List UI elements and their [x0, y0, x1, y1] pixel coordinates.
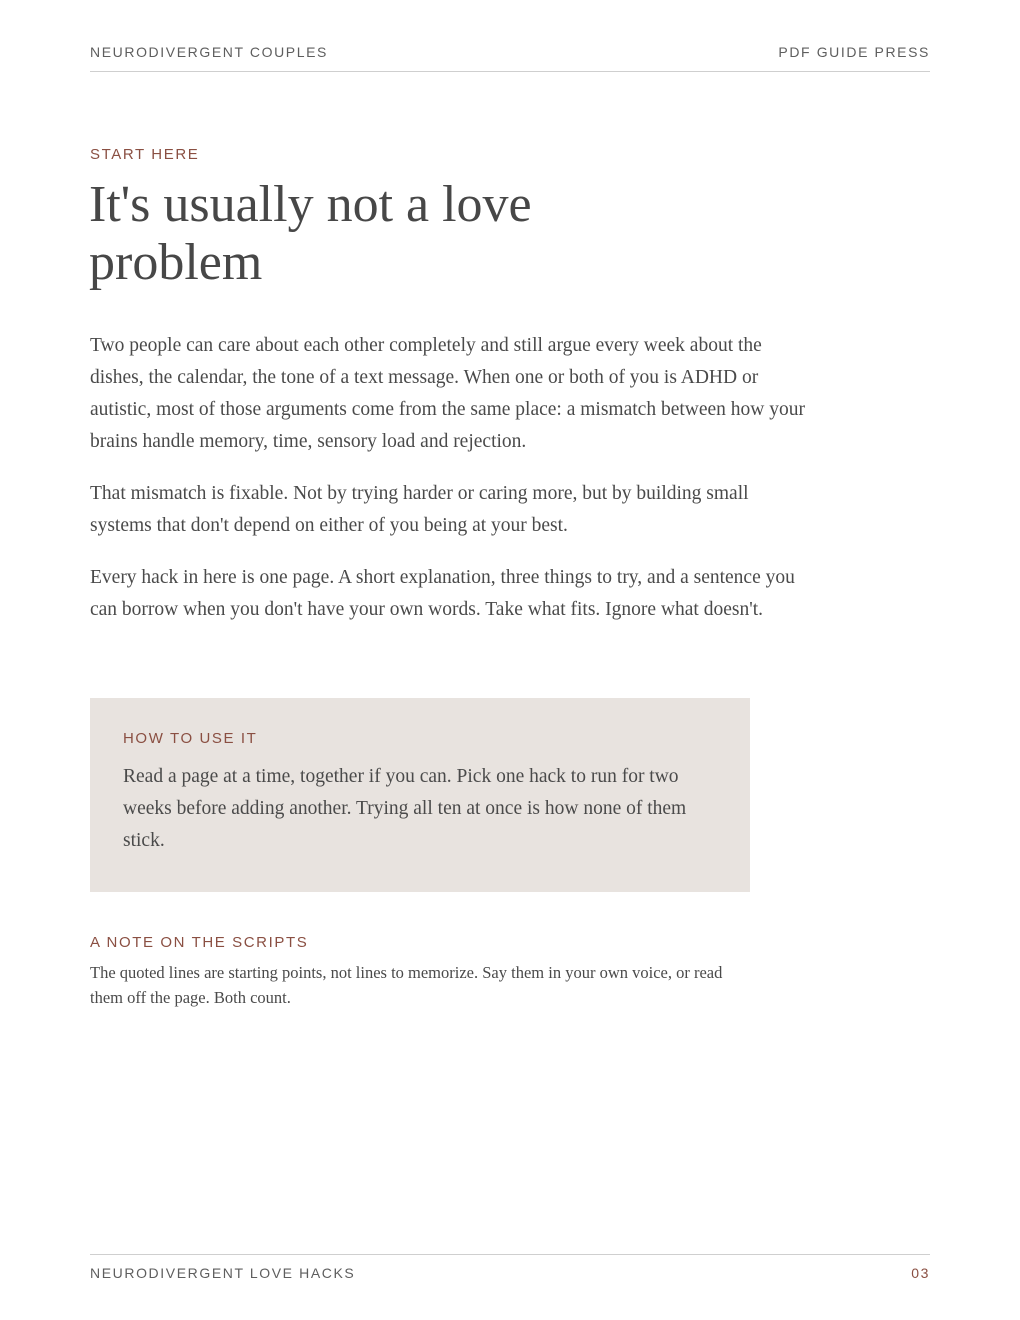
note-text: The quoted lines are starting points, not lines to memorize. Say them in your own voice, or read them off the page. Both count.	[90, 963, 723, 1007]
footer-book-title: NEURODIVERGENT LOVE HACKS	[90, 1265, 356, 1281]
intro-paragraph: That mismatch is fixable. Not by trying harder or caring more, but by building small systems that don't depend on either of you being at your best.	[90, 483, 749, 536]
page-header	[90, 44, 930, 72]
publisher-name: PDF GUIDE PRESS	[778, 44, 930, 60]
section-eyebrow: START HERE	[90, 146, 200, 163]
callout-text: Read a page at a time, together if you can. Pick one hack to run for two weeks before adding another. Trying all ten at once is how none of them stick.	[123, 766, 687, 851]
callout-heading: HOW TO USE IT	[123, 730, 258, 747]
intro-body	[90, 330, 810, 646]
intro-paragraph: Two people can care about each other completely and still argue every week about the dishes, the calendar, the tone of a text message. When one or both of you is ADHD or autistic, most of those arguments come from the same place: a mismatch between how your brains handle memory, time, sensory load and rejection.	[90, 335, 805, 452]
note-heading: A NOTE ON THE SCRIPTS	[90, 934, 309, 951]
intro-paragraph: Every hack in here is one page. A short explanation, three things to try, and a sentence you can borrow when you don't have your own words. Take what fits. Ignore what doesn't.	[90, 567, 795, 620]
how-to-use-callout	[90, 698, 750, 892]
page-title: It's usually not a love problem	[89, 176, 532, 291]
series-title: NEURODIVERGENT COUPLES	[90, 44, 328, 60]
page-footer	[90, 1254, 930, 1281]
page-number: 03	[911, 1265, 930, 1281]
